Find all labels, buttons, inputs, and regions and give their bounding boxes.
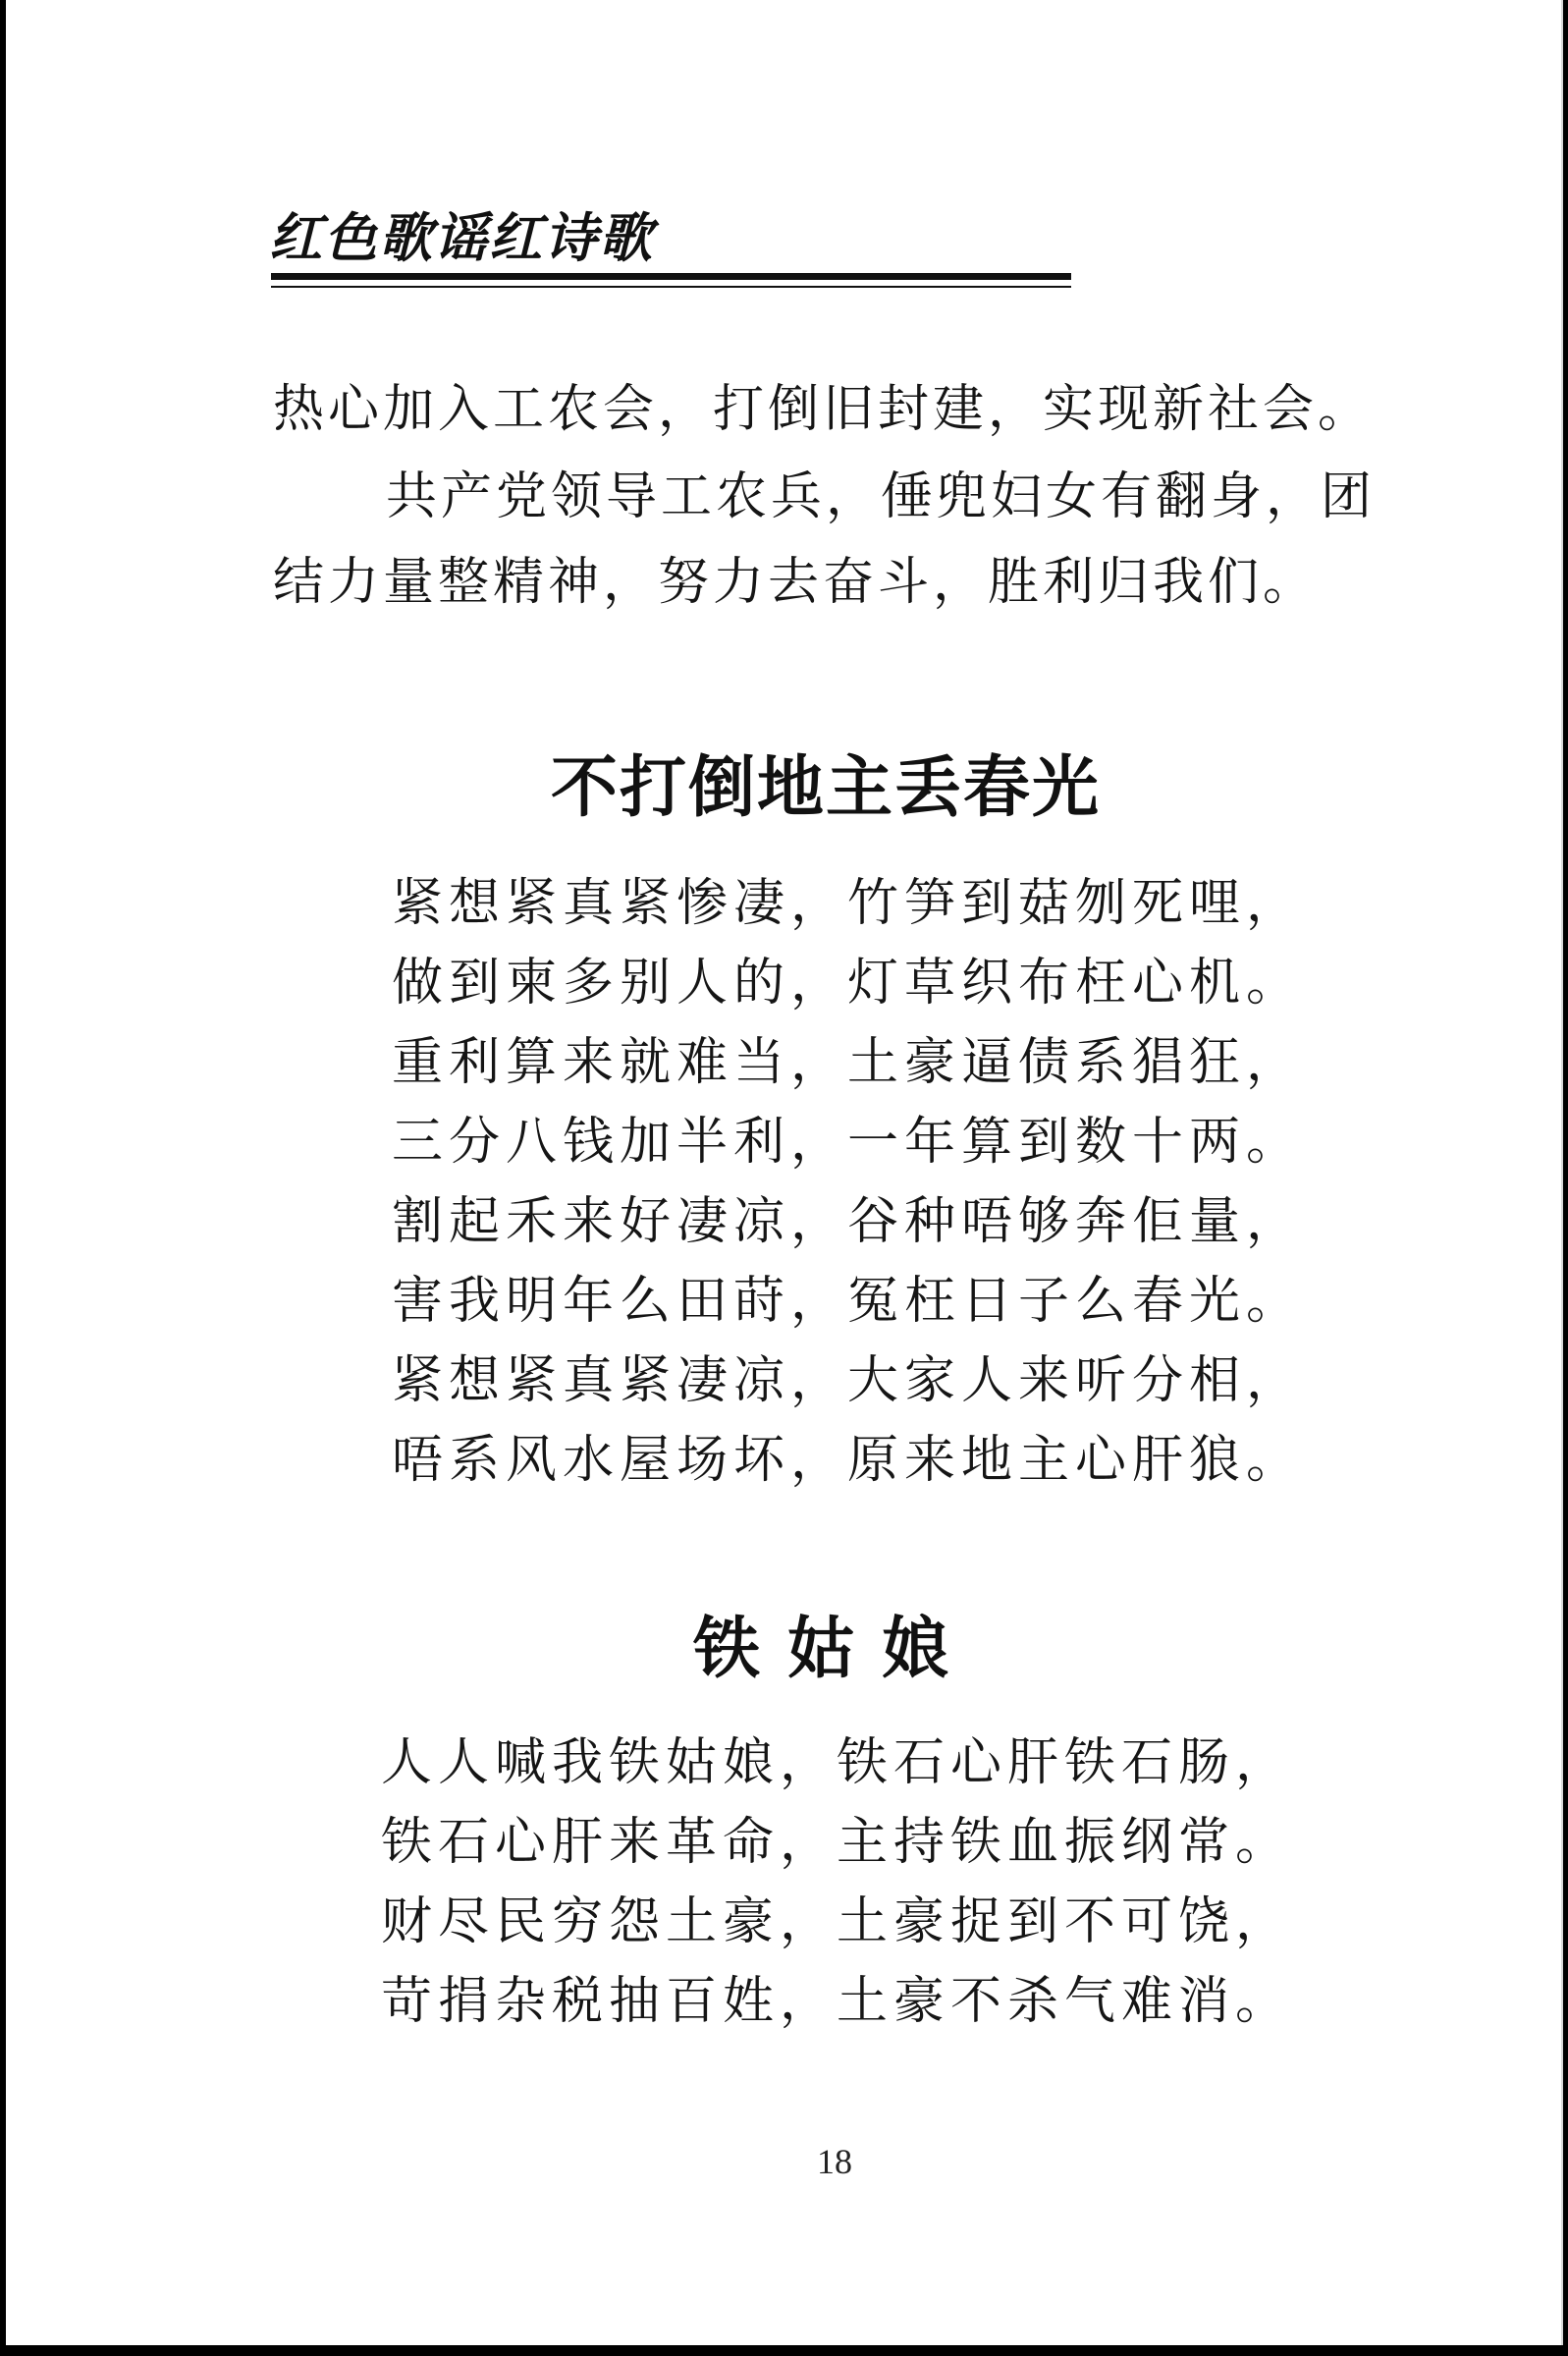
header-rule-thick	[271, 273, 1071, 280]
poem-line: 重利算来就难当，土豪逼债系猖狂，	[392, 1033, 1304, 1092]
poem-line: 紧想紧真紧凄凉，大家人来听分相，	[392, 1351, 1304, 1410]
poem-line: 苛捐杂税抽百姓，土豪不杀气难消。	[381, 1972, 1293, 2031]
poem-line: 三分八钱加半利，一年算到数十两。	[392, 1113, 1304, 1172]
poem-line: 人人喊我铁姑娘，铁石心肝铁石肠，	[381, 1733, 1293, 1792]
intro-paragraph-line-3: 结力量整精神，努力去奋斗，胜利归我们。	[273, 553, 1319, 612]
header-rule-thin	[271, 286, 1071, 288]
poem-title-1: 不打倒地主丢春光	[551, 748, 1102, 827]
intro-paragraph-line-2: 共产党领导工农兵，倕兜妇女有翻身，团	[386, 467, 1377, 526]
intro-paragraph-line-1: 热心加入工农会，打倒旧封建，实现新社会。	[273, 380, 1374, 439]
poem-line: 紧想紧真紧惨凄，竹笋到菇刎死哩，	[392, 874, 1304, 933]
poem-line: 财尽民穷怨土豪，土豪捉到不可饶，	[381, 1892, 1293, 1951]
poem-title-2: 铁姑娘	[693, 1610, 977, 1688]
poem-line: 铁石心肝来革命，主持铁血振纲常。	[381, 1813, 1293, 1872]
poem-line: 害我明年么田莳，冤枉日子么春光。	[392, 1272, 1304, 1331]
poem-1-body	[392, 864, 1303, 1501]
book-page	[6, 0, 1563, 2345]
poem-2-body	[381, 1724, 1292, 2042]
poem-line: 割起禾来好凄凉，谷种唔够奔佢量，	[392, 1192, 1304, 1251]
running-header-title: 红色歌谣红诗歌	[269, 206, 654, 269]
page-number: 18	[817, 2142, 852, 2181]
poem-line: 唔系风水屋场坏，原来地主心肝狼。	[392, 1431, 1304, 1490]
poem-line: 做到柬多别人的，灯草织布枉心机。	[392, 954, 1304, 1013]
